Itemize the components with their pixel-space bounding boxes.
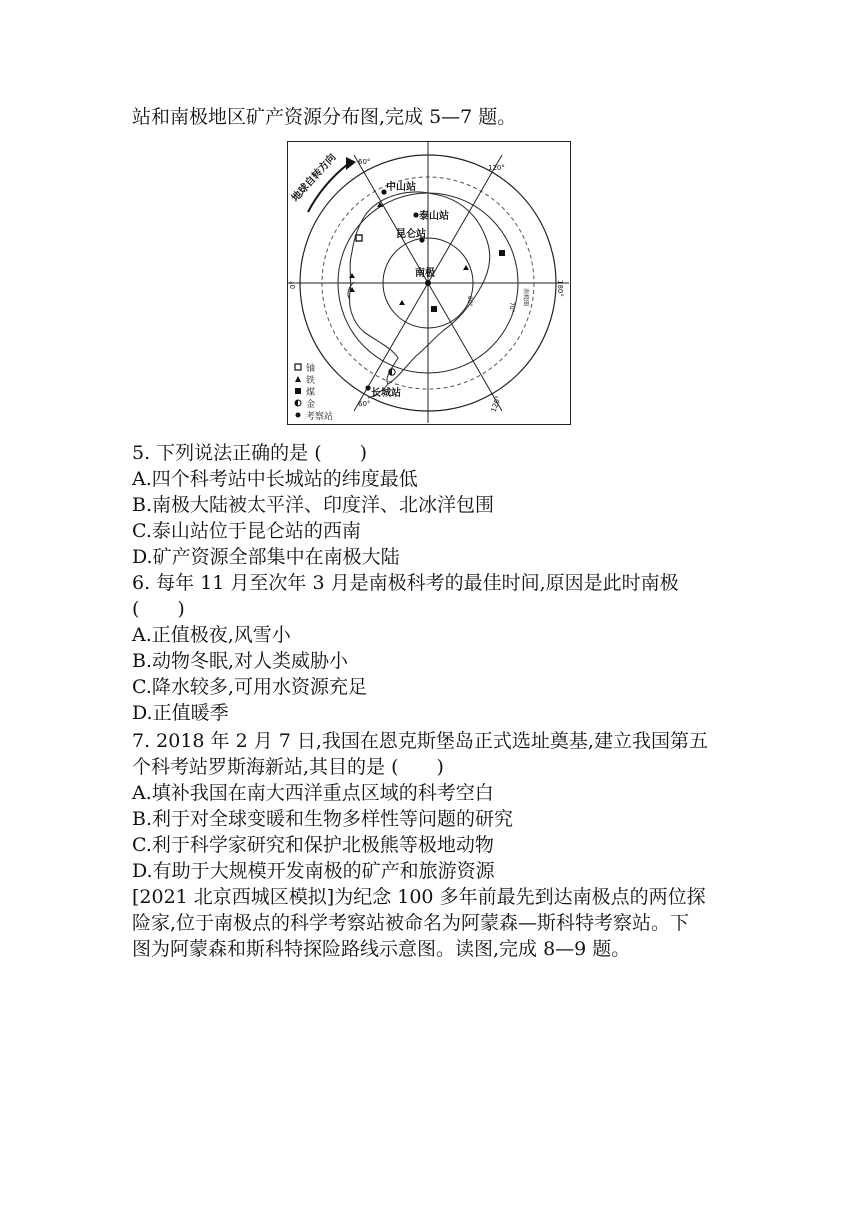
iron-symbol-icon xyxy=(463,265,469,270)
question-7-option-d: D.有助于大规模开发南极的矿产和旅游资源 xyxy=(132,860,495,882)
question-5-option-b: B.南极大陆被太平洋、印度洋、北冰洋包围 xyxy=(132,494,495,516)
legend-coal-label: 煤 xyxy=(306,388,316,398)
latitude-label-80: 80° xyxy=(466,296,473,307)
legend-station-label: 考察站 xyxy=(306,412,334,422)
pole-label: 南极 xyxy=(415,268,435,279)
legend-uranium-label: 铀 xyxy=(306,364,316,374)
legend-iron-label: 铁 xyxy=(306,376,316,386)
question-5-option-d: D.矿产资源全部集中在南极大陆 xyxy=(132,546,400,568)
question-5-option-c: C.泰山站位于昆仑站的西南 xyxy=(132,520,361,542)
question-7-stem-line2: 个科考站罗斯海新站,其目的是 ( ) xyxy=(132,756,444,778)
longitude-label-120-top: 120° xyxy=(488,164,505,172)
longitude-label-0: 0° xyxy=(289,281,297,289)
question-6-option-d: D.正值暖季 xyxy=(132,702,229,724)
question-7-stem-line1: 7. 2018 年 2 月 7 日,我国在恩克斯堡岛正式选址奠基,建立我国第五 xyxy=(132,730,708,752)
longitude-label-60-top: 60° xyxy=(358,158,371,166)
taishan-station-dot-icon xyxy=(413,212,418,217)
longitude-label-180: 180° xyxy=(556,280,564,297)
legend-gold-label: 金 xyxy=(306,400,316,410)
changcheng-station-label: 长城站 xyxy=(371,388,401,399)
antarctic-circle-label: 南极圈 xyxy=(522,288,529,307)
coal-symbol-icon xyxy=(431,306,437,312)
zhongshan-station-label: 中山站 xyxy=(386,182,416,193)
next-section-line1: [2021 北京西城区模拟]为纪念 100 多年前最先到达南极点的两位探 xyxy=(132,886,706,908)
rotation-label: 地球自转方向 xyxy=(290,152,339,205)
legend-uranium-icon xyxy=(295,364,301,370)
legend-station-icon xyxy=(296,413,301,418)
question-5-stem: 5. 下列说法正确的是 ( ) xyxy=(132,442,368,464)
map-legend xyxy=(295,362,333,422)
question-6-stem-line2: ( ) xyxy=(132,598,185,620)
longitude-label-120-bottom: 120° xyxy=(489,394,503,414)
south-pole-dot-icon xyxy=(425,280,431,286)
gold-symbol-icon xyxy=(389,369,395,375)
next-section-line3: 图为阿蒙森和斯科特探险路线示意图。读图,完成 8—9 题。 xyxy=(132,938,631,960)
next-section-line2: 险家,位于南极点的科学考察站被命名为阿蒙森—斯科特考察站。下 xyxy=(132,912,690,934)
antarctic-map xyxy=(287,141,571,425)
coast-detail xyxy=(348,282,388,398)
latitude-label-70: 70° xyxy=(508,302,515,313)
iron-symbol-icon xyxy=(399,300,405,305)
legend-coal-icon xyxy=(295,388,301,394)
antarctic-map-svg xyxy=(288,142,569,423)
question-6-stem-line1: 6. 每年 11 月至次年 3 月是南极科考的最佳时间,原因是此时南极 xyxy=(132,572,679,594)
question-6-option-b: B.动物冬眠,对人类威胁小 xyxy=(132,650,349,672)
question-5-option-a: A.四个科考站中长城站的纬度最低 xyxy=(132,468,418,490)
question-7-option-c: C.利于科学家研究和保护北极熊等极地动物 xyxy=(132,834,494,856)
changcheng-station-dot-icon xyxy=(365,385,370,390)
rotation-arrowhead-icon xyxy=(346,157,356,170)
kunlun-station-label: 昆仑站 xyxy=(396,229,426,240)
question-6-option-a: A.正值极夜,风雪小 xyxy=(132,624,291,646)
coal-symbol-icon xyxy=(499,250,505,256)
question-7-option-a: A.填补我国在南大西洋重点区域的科考空白 xyxy=(132,782,494,804)
legend-iron-icon xyxy=(295,376,301,382)
question-7-option-b: B.利于对全球变暖和生物多样性等问题的研究 xyxy=(132,808,514,830)
taishan-station-label: 泰山站 xyxy=(419,211,449,222)
uranium-symbol-icon xyxy=(356,235,362,241)
question-6-option-c: C.降水较多,可用水资源充足 xyxy=(132,676,367,698)
longitude-label-60-bottom: 60° xyxy=(358,400,371,408)
intro-text: 站和南极地区矿产资源分布图,完成 5—7 题。 xyxy=(132,106,517,128)
